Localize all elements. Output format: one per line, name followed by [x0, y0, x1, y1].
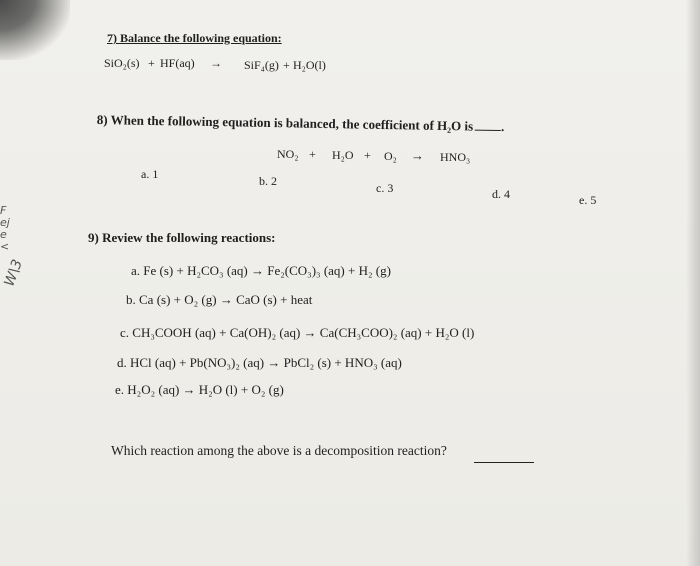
q9-reaction-e: e. H₂O₂ (aq) → H₂O (l) + O₂ (g) — [115, 382, 284, 397]
q9-reaction-b: b. Ca (s) + O₂ (g) → CaO (s) + heat — [126, 292, 313, 307]
q9-question: Which reaction among the above is a decomposition reaction? — [111, 443, 447, 458]
q8-eq-hno3: HNO₃ — [440, 150, 471, 164]
q8-option-d: d. 4 — [492, 187, 510, 201]
q8-eq-o2: O₂ — [384, 149, 397, 163]
page-edge — [686, 0, 700, 566]
corner-shadow — [0, 0, 70, 60]
q7-plus-1: + — [148, 56, 155, 70]
q8-title — [97, 112, 505, 135]
q8-eq-arrow: → — [411, 148, 424, 163]
q7-reactant-sio2: SiO₂(s) — [104, 56, 140, 70]
q9-reaction-d: d. HCl (aq) + Pb(NO₃)₂ (aq) → PbCl₂ (s) + HNO₃ (aq) — [117, 355, 402, 370]
q8-eq-plus-2: + — [364, 148, 371, 162]
q8-title-text: 8) When the following equation is balanced, the coefficient of H₂O is — [96, 112, 474, 134]
q7-product-sif4: SiF₄(g) — [244, 58, 279, 72]
q8-eq-h2o: H₂O — [332, 148, 354, 162]
q7-reactant-hf: HF(aq) — [160, 56, 195, 70]
q9-reaction-a: a. Fe (s) + H₂CO₃ (aq) → Fe₂(CO₃)₃ (aq) + H₂ (g) — [131, 263, 391, 278]
q8-title-end: . — [501, 119, 505, 135]
q7-product-h2o: H₂O(l) — [293, 58, 326, 72]
q8-eq-plus-1: + — [309, 147, 316, 161]
q8-option-e: e. 5 — [579, 193, 597, 207]
q8-answer-blank — [475, 130, 501, 131]
q8-option-b: b. 2 — [259, 174, 277, 188]
q9-answer-blank — [474, 462, 534, 463]
q7-plus-2: + — [283, 58, 290, 72]
margin-handwriting: F ej e < W\3 — [0, 204, 26, 289]
q7-title: 7) Balance the following equation: — [107, 31, 282, 45]
q8-option-c: c. 3 — [376, 181, 394, 195]
q9-title: 9) Review the following reactions: — [88, 230, 276, 245]
q8-eq-no2: NO₂ — [277, 147, 299, 161]
q9-reaction-c: c. CH₃COOH (aq) + Ca(OH)₂ (aq) → Ca(CH₃COO)₂ (aq) + H₂O (l) — [120, 325, 475, 340]
q8-option-a: a. 1 — [141, 167, 159, 181]
q7-arrow: → — [210, 56, 222, 70]
